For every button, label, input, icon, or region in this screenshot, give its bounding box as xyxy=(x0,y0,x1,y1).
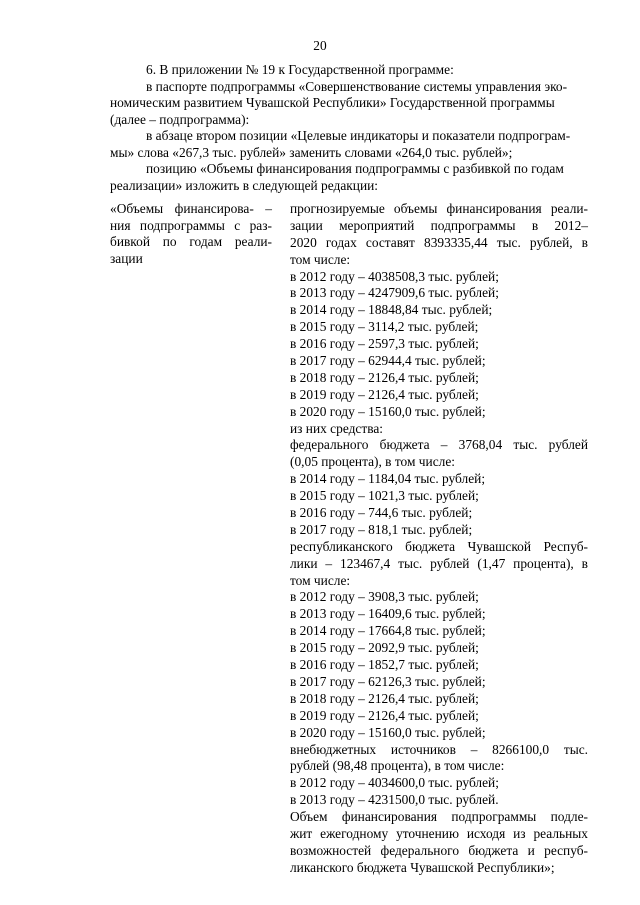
financing-text-line: в 2012 году – 4038508,3 тыс. рублей; xyxy=(290,268,499,284)
intro-paragraphs xyxy=(110,62,571,194)
financing-text-line: в 2018 году – 2126,4 тыс. рублей; xyxy=(290,369,479,385)
intro-line: в паспорте подпрограммы «Совершенствование системы управления эко- xyxy=(146,78,568,94)
financing-text-line: в 2013 году – 4231500,0 тыс. рублей. xyxy=(290,792,499,808)
financing-text-line: жит ежегодному уточнению исходя из реальных xyxy=(290,825,588,841)
intro-line: мы» слова «267,3 тыс. рублей» заменить словами «264,0 тыс. рублей»; xyxy=(110,144,513,160)
position-name-line: ния подпрограммы с раз- xyxy=(110,217,272,233)
financing-text-line: рублей (98,48 процента), в том числе: xyxy=(290,758,505,774)
intro-line: (далее – подпрограмма): xyxy=(110,111,250,127)
financing-text-line: республиканского бюджета Чувашской Респуб- xyxy=(290,538,588,554)
financing-text-line: в 2014 году – 1184,04 тыс. рублей; xyxy=(290,471,486,487)
intro-line: номическим развитием Чувашской Республики» Государственной программы xyxy=(110,95,555,110)
financing-text-line: Объем финансирования подпрограммы подле- xyxy=(290,809,588,825)
financing-text-line: том числе: xyxy=(290,572,351,588)
intro-line: реализации» изложить в следующей редакции: xyxy=(110,177,378,193)
intro-line: в абзаце втором позиции «Целевые индикаторы и показатели подпрограм- xyxy=(146,128,571,143)
financing-text-line: в 2017 году – 62126,3 тыс. рублей; xyxy=(290,673,486,689)
financing-text-line: в 2019 году – 2126,4 тыс. рублей; xyxy=(290,707,479,723)
financing-text-line: в 2014 году – 18848,84 тыс. рублей; xyxy=(290,302,493,318)
financing-text-line: в 2017 году – 818,1 тыс. рублей; xyxy=(290,521,473,537)
financing-text-line: в 2019 году – 2126,4 тыс. рублей; xyxy=(290,386,479,402)
financing-text-line: в 2014 году – 17664,8 тыс. рублей; xyxy=(290,623,486,639)
financing-text-line: в 2013 году – 4247909,6 тыс. рублей; xyxy=(290,285,499,301)
table-row-value xyxy=(290,201,588,877)
page-number: 20 xyxy=(313,38,327,53)
financing-text-line: зации мероприятий подпрограммы в 2012– xyxy=(290,217,588,233)
financing-text-line: в 2018 году – 2126,4 тыс. рублей; xyxy=(290,690,479,706)
financing-text-line: в 2016 году – 2597,3 тыс. рублей; xyxy=(290,336,479,352)
financing-text-line: в 2015 году – 1021,3 тыс. рублей; xyxy=(290,488,479,504)
financing-text-line: в 2012 году – 4034600,0 тыс. рублей; xyxy=(290,775,499,791)
position-name-line: бивкой по годам реали- xyxy=(110,234,272,249)
financing-text-line: (0,05 процента), в том числе: xyxy=(290,454,455,470)
intro-line: позицию «Объемы финансирования подпрограммы с разбивкой по годам xyxy=(146,161,564,176)
financing-text-line: внебюджетных источников – 8266100,0 тыс. xyxy=(290,741,588,757)
table-row-label xyxy=(110,201,272,267)
position-name-line: «Объемы финансирова- – xyxy=(110,201,272,216)
financing-text-line: в 2016 году – 1852,7 тыс. рублей; xyxy=(290,657,479,673)
financing-text-line: в 2012 году – 3908,3 тыс. рублей; xyxy=(290,589,479,605)
financing-text-line: из них средства: xyxy=(290,420,384,436)
financing-text-line: в 2020 году – 15160,0 тыс. рублей; xyxy=(290,724,486,740)
financing-text-line: том числе: xyxy=(290,251,351,267)
financing-text-line: ликанского бюджета Чувашской Республики»; xyxy=(290,859,555,875)
financing-text-line: лики – 123467,4 тыс. рублей (1,47 процента), в xyxy=(290,555,588,571)
financing-text-line: в 2015 году – 2092,9 тыс. рублей; xyxy=(290,640,479,656)
intro-line: 6. В приложении № 19 к Государственной программе: xyxy=(146,62,454,77)
financing-text-line: в 2017 году – 62944,4 тыс. рублей; xyxy=(290,353,486,369)
financing-text-line: 2020 годах составят 8393335,44 тыс. рублей, в xyxy=(290,234,588,250)
financing-text-line: в 2020 году – 15160,0 тыс. рублей; xyxy=(290,403,486,419)
position-name-line: зации xyxy=(110,250,143,266)
financing-text-line: в 2015 году – 3114,2 тыс. рублей; xyxy=(290,319,479,335)
financing-text-line: возможностей федерального бюджета и респуб- xyxy=(290,842,588,858)
financing-text-line: прогнозируемые объемы финансирования реали- xyxy=(290,201,588,216)
financing-text-line: в 2013 году – 16409,6 тыс. рублей; xyxy=(290,606,486,622)
financing-text-line: федерального бюджета – 3768,04 тыс. рублей xyxy=(290,437,588,453)
financing-text-line: в 2016 году – 744,6 тыс. рублей; xyxy=(290,505,473,521)
